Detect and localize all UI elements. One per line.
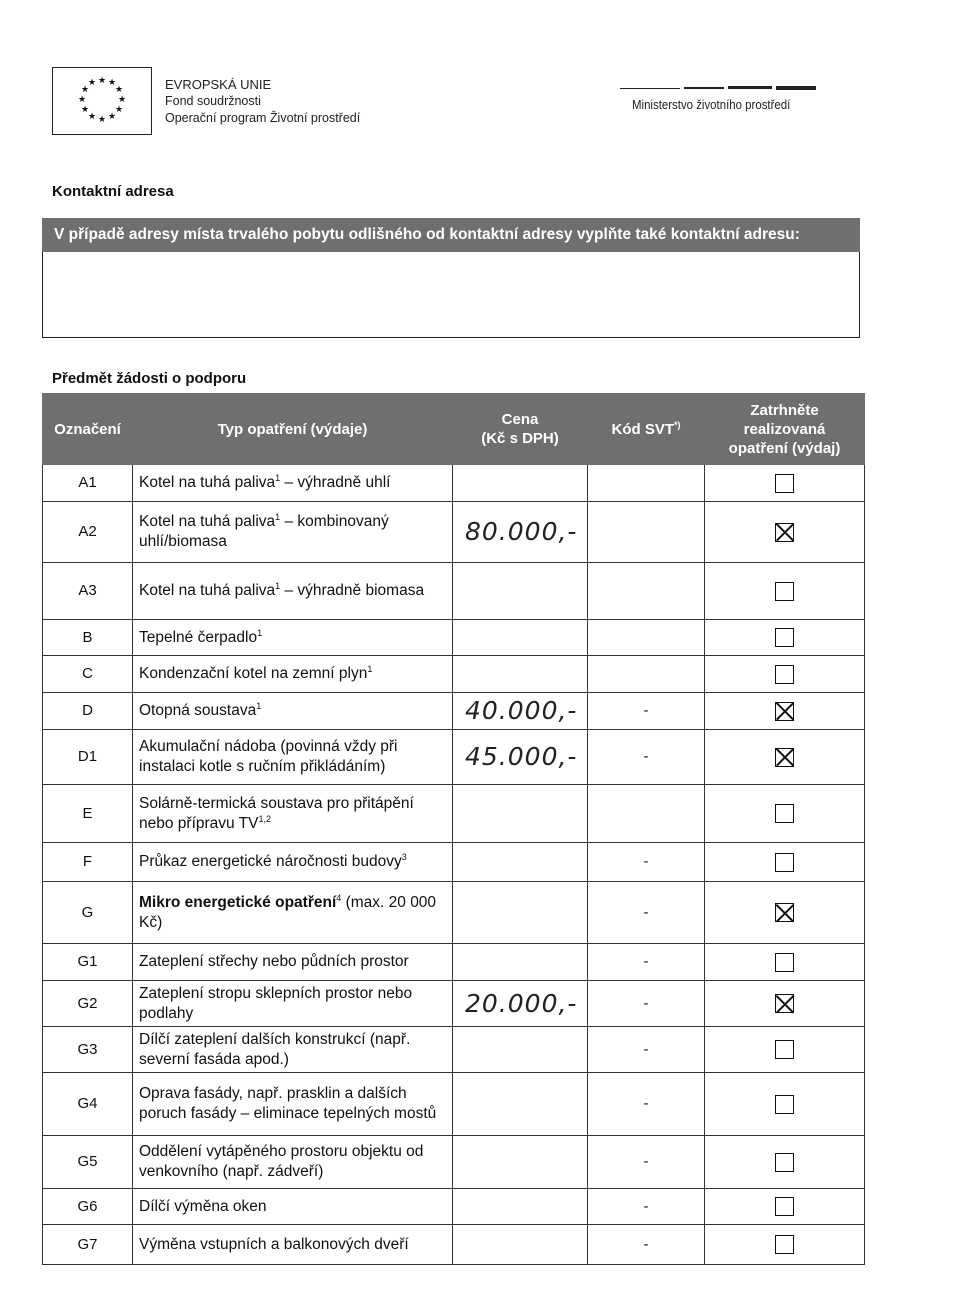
table-row — [43, 944, 865, 981]
row-desc-main: Zateplení střechy nebo půdních prostor — [139, 953, 409, 970]
col-header-type: Typ opatření (výdaje) — [133, 394, 453, 465]
row-checkbox-cell — [705, 1027, 865, 1073]
row-svt-code[interactable]: - — [588, 1136, 705, 1189]
table-row — [43, 882, 865, 944]
row-code: E — [43, 785, 133, 843]
row-checkbox-cell — [705, 693, 865, 730]
row-svt-code[interactable] — [588, 502, 705, 563]
col-header-code: Označení — [43, 394, 133, 465]
row-price[interactable]: 45.000,- — [453, 730, 588, 785]
svg-text:★: ★ — [97, 76, 107, 86]
row-description — [133, 502, 453, 563]
row-checkbox[interactable] — [775, 1095, 794, 1114]
row-description — [133, 1189, 453, 1225]
row-price[interactable] — [453, 944, 588, 981]
row-desc-footnote: 1,2 — [258, 813, 271, 824]
row-desc-main: Otopná soustava — [139, 702, 257, 719]
row-desc-main: Dílčí zateplení dalších konstrukcí (např. severní fasáda apod.) — [139, 1030, 411, 1068]
row-price[interactable] — [453, 1073, 588, 1136]
row-code: A1 — [43, 465, 133, 502]
svg-text:★: ★ — [87, 78, 97, 88]
measures-table — [42, 393, 865, 1265]
col-header-svt — [588, 394, 705, 465]
row-price[interactable] — [453, 1027, 588, 1073]
row-code: G1 — [43, 944, 133, 981]
row-checkbox-cell — [705, 843, 865, 882]
svg-text:★: ★ — [117, 95, 127, 105]
row-checkbox[interactable] — [775, 804, 794, 823]
row-code: A2 — [43, 502, 133, 563]
table-row — [43, 1189, 865, 1225]
subject-section-title: Předmět žádosti o podporu — [52, 370, 247, 387]
row-checkbox[interactable] — [775, 702, 794, 721]
row-checkbox[interactable] — [775, 582, 794, 601]
ministry-name: Ministerstvo životního prostředí — [632, 97, 791, 112]
row-checkbox-cell — [705, 981, 865, 1027]
row-svt-code[interactable]: - — [588, 1189, 705, 1225]
row-checkbox[interactable] — [775, 1040, 794, 1059]
row-checkbox-cell — [705, 785, 865, 843]
table-row — [43, 1136, 865, 1189]
eu-title: EVROPSKÁ UNIE — [165, 77, 272, 92]
table-row — [43, 1027, 865, 1073]
row-desc-footnote: 1 — [275, 472, 281, 483]
measures-table-body — [43, 465, 865, 1265]
row-desc-main: Oprava fasády, např. prasklin a dalších poruch fasády – eliminace tepelných mostů — [139, 1085, 437, 1122]
row-description — [133, 1073, 453, 1136]
row-code: G2 — [43, 981, 133, 1027]
row-description — [133, 730, 453, 785]
table-row — [43, 693, 865, 730]
row-svt-code[interactable] — [588, 465, 705, 502]
row-desc-footnote: 1 — [256, 700, 262, 711]
row-desc-main: Kotel na tuhá paliva — [139, 582, 276, 599]
row-description — [133, 1225, 453, 1265]
col-header-price-line1: Cena — [501, 411, 539, 428]
row-code: B — [43, 620, 133, 656]
row-checkbox-cell — [705, 944, 865, 981]
row-description — [133, 563, 453, 620]
row-desc-main: Dílčí výměna oken — [139, 1197, 267, 1215]
row-svt-code[interactable]: - — [588, 944, 705, 981]
table-row — [43, 1073, 865, 1136]
row-checkbox[interactable] — [775, 994, 794, 1013]
table-row — [43, 620, 865, 656]
row-desc-main: Kotel na tuhá paliva — [139, 513, 276, 530]
svg-text:★: ★ — [114, 85, 124, 95]
row-description — [133, 981, 453, 1027]
row-checkbox[interactable] — [775, 523, 794, 542]
table-row — [43, 656, 865, 693]
svg-text:★: ★ — [97, 115, 107, 125]
row-desc-main: Kondenzační kotel na zemní plyn — [139, 665, 368, 682]
row-code: G3 — [43, 1027, 133, 1073]
row-checkbox[interactable] — [775, 853, 794, 872]
row-svt-code[interactable]: - — [588, 693, 705, 730]
row-checkbox[interactable] — [775, 748, 794, 767]
row-desc-main: Zateplení stropu sklepních prostor nebo podlahy — [139, 984, 413, 1022]
row-desc-main: Mikro energetické opatření — [139, 893, 337, 911]
row-price[interactable] — [453, 882, 588, 944]
table-row — [43, 981, 865, 1027]
row-desc-main: Oddělení vytápěného prostoru objektu od venkovního (např. zádveří) — [139, 1143, 424, 1180]
row-description — [133, 1136, 453, 1189]
svg-text:★: ★ — [114, 105, 124, 115]
row-desc-main: Kotel na tuhá paliva — [139, 474, 276, 491]
row-code: G7 — [43, 1225, 133, 1265]
row-svt-code[interactable] — [588, 620, 705, 656]
row-desc-main: Průkaz energetické náročnosti budovy — [139, 853, 402, 870]
row-code: A3 — [43, 563, 133, 620]
row-checkbox[interactable] — [775, 1197, 794, 1216]
row-svt-code[interactable]: - — [588, 1225, 705, 1265]
row-description — [133, 1027, 453, 1073]
row-checkbox[interactable] — [775, 903, 794, 922]
row-svt-code[interactable]: - — [588, 730, 705, 785]
row-price[interactable] — [453, 465, 588, 502]
row-price[interactable] — [453, 843, 588, 882]
table-row — [43, 730, 865, 785]
row-svt-code[interactable]: - — [588, 843, 705, 882]
svg-text:★: ★ — [77, 95, 87, 105]
row-checkbox-cell — [705, 656, 865, 693]
row-checkbox-cell — [705, 563, 865, 620]
row-price[interactable]: 20.000,- — [453, 981, 588, 1027]
row-code: C — [43, 656, 133, 693]
eu-fund: Fond soudržnosti — [165, 94, 261, 108]
ministry-logo-lines — [620, 86, 816, 92]
row-description — [133, 620, 453, 656]
row-description — [133, 882, 453, 944]
row-desc-main: Akumulační nádoba (povinná vždy při instalaci kotle s ručním přikládáním) — [139, 738, 398, 775]
table-row — [43, 1225, 865, 1265]
row-checkbox-cell — [705, 465, 865, 502]
contact-section-title: Kontaktní adresa — [52, 183, 174, 200]
row-checkbox-cell — [705, 730, 865, 785]
row-checkbox-cell — [705, 882, 865, 944]
col-header-svt-sup: *) — [674, 419, 681, 430]
row-desc-footnote: 3 — [401, 851, 407, 862]
row-price[interactable] — [453, 785, 588, 843]
row-desc-after: (max. 20 000 Kč) — [139, 893, 437, 931]
row-description — [133, 656, 453, 693]
col-header-price — [453, 394, 588, 465]
svg-text:★: ★ — [87, 112, 97, 122]
row-desc-main: Solárně-termická soustava pro přitápění nebo přípravu TV — [139, 794, 414, 832]
row-desc-main: Tepelné čerpadlo — [139, 628, 258, 646]
col-header-check-line2: realizovaná — [743, 420, 826, 438]
eu-flag-logo — [52, 67, 152, 135]
row-svt-code[interactable]: - — [588, 981, 705, 1027]
svg-text:★: ★ — [80, 85, 90, 95]
col-header-check-line1: Zatrhněte — [750, 401, 819, 419]
row-price[interactable] — [453, 1225, 588, 1265]
row-description — [133, 944, 453, 981]
row-price[interactable] — [453, 620, 588, 656]
row-description — [133, 465, 453, 502]
row-code: G5 — [43, 1136, 133, 1189]
row-desc-footnote: 4 — [336, 892, 342, 903]
col-header-check — [705, 394, 865, 465]
row-price[interactable] — [453, 563, 588, 620]
table-row — [43, 502, 865, 563]
row-code: G4 — [43, 1073, 133, 1136]
row-desc-footnote: 1 — [275, 511, 281, 522]
table-row — [43, 843, 865, 882]
row-svt-code[interactable] — [588, 563, 705, 620]
row-price[interactable] — [453, 1136, 588, 1189]
row-checkbox[interactable] — [775, 665, 794, 684]
row-code: G — [43, 882, 133, 944]
row-description — [133, 693, 453, 730]
row-svt-code[interactable]: - — [588, 1027, 705, 1073]
contact-instruction-bar: V případě adresy místa trvalého pobytu odlišného od kontaktní adresy vyplňte také kontaktní adresu: — [42, 218, 860, 252]
row-svt-code[interactable]: - — [588, 882, 705, 944]
row-checkbox[interactable] — [775, 1153, 794, 1172]
svg-text:★: ★ — [107, 112, 117, 122]
col-header-check-line3: opatření (výdaj) — [728, 439, 841, 457]
table-header-row — [43, 394, 865, 465]
row-code: D1 — [43, 730, 133, 785]
table-row — [43, 563, 865, 620]
svg-text:★: ★ — [80, 105, 90, 115]
row-checkbox-cell — [705, 1073, 865, 1136]
row-description — [133, 785, 453, 843]
row-desc-footnote: 1 — [257, 627, 263, 638]
row-checkbox-cell — [705, 1189, 865, 1225]
row-checkbox-cell — [705, 1225, 865, 1265]
row-checkbox-cell — [705, 620, 865, 656]
row-checkbox-cell — [705, 1136, 865, 1189]
row-desc-main: Výměna vstupních a balkonových dveří — [139, 1235, 409, 1253]
row-desc-after: – výhradně uhlí — [280, 474, 391, 491]
row-price[interactable]: 40.000,- — [453, 693, 588, 730]
eu-fund-text — [165, 76, 360, 127]
row-desc-footnote: 1 — [275, 580, 281, 591]
row-svt-code[interactable] — [588, 656, 705, 693]
row-price[interactable] — [453, 1189, 588, 1225]
row-code: G6 — [43, 1189, 133, 1225]
table-row — [43, 785, 865, 843]
col-header-svt-label: Kód SVT — [611, 420, 674, 438]
col-header-price-line2: (Kč s DPH) — [481, 430, 559, 447]
contact-address-field[interactable] — [42, 252, 860, 338]
row-svt-code[interactable]: - — [588, 1073, 705, 1136]
row-checkbox-cell — [705, 502, 865, 563]
row-desc-after: – výhradně biomasa — [280, 582, 425, 599]
row-checkbox[interactable] — [775, 474, 794, 493]
row-checkbox[interactable] — [775, 953, 794, 972]
svg-text:★: ★ — [107, 78, 117, 88]
row-price[interactable] — [453, 656, 588, 693]
row-price[interactable]: 80.000,- — [453, 502, 588, 563]
row-code: D — [43, 693, 133, 730]
row-desc-after: – kombinovaný uhlí/biomasa — [139, 513, 389, 550]
table-row — [43, 465, 865, 502]
eu-program: Operační program Životní prostředí — [165, 111, 361, 125]
row-description — [133, 843, 453, 882]
row-desc-footnote: 1 — [367, 663, 373, 674]
row-checkbox[interactable] — [775, 1235, 794, 1254]
eu-stars-icon — [53, 68, 151, 134]
row-code: F — [43, 843, 133, 882]
row-checkbox[interactable] — [775, 628, 794, 647]
row-svt-code[interactable] — [588, 785, 705, 843]
